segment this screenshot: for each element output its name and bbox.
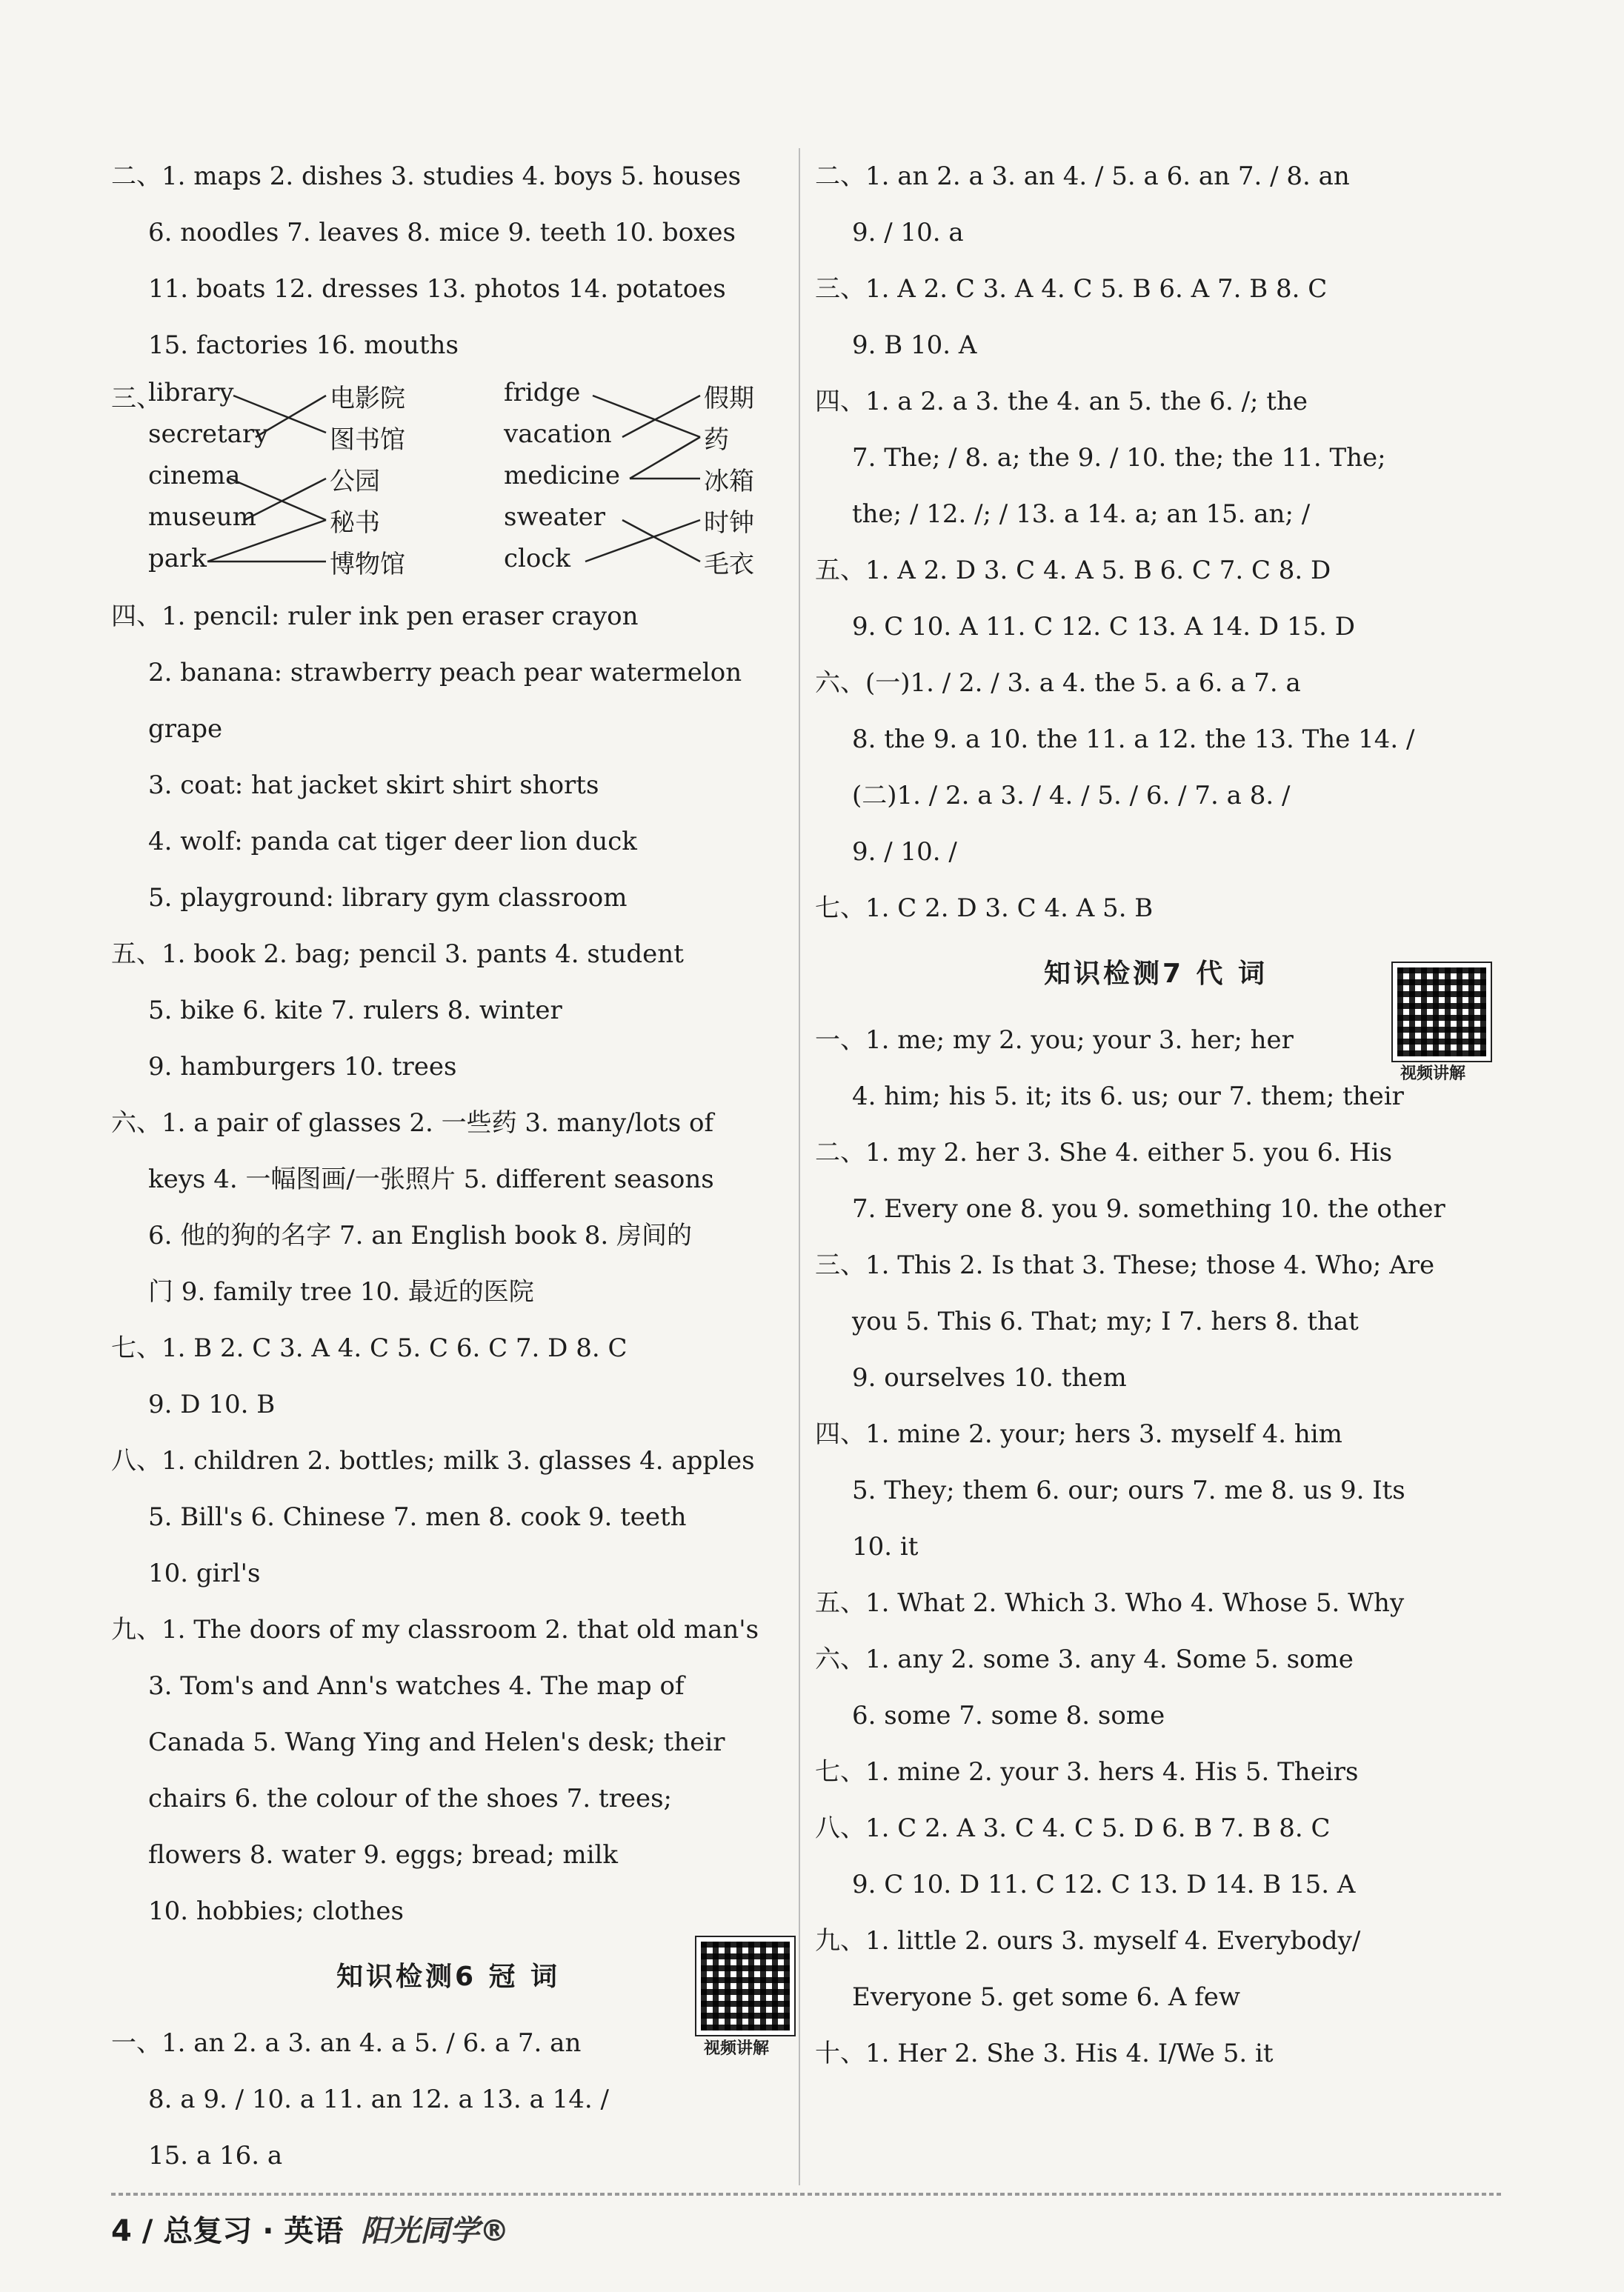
answer-line: 9. C 10. D 11. C 12. C 13. D 14. B 15. A <box>852 1870 1356 1899</box>
match-word: 毛衣 <box>704 550 754 579</box>
qr-code-icon[interactable] <box>696 1937 794 2035</box>
match-lines <box>111 373 785 588</box>
right-column <box>815 148 1497 2082</box>
footer <box>111 2208 509 2250</box>
answer-line: 五、1. book 2. bag; pencil 3. pants 4. student <box>111 939 684 969</box>
answer-line: 六、(一)1. / 2. / 3. a 4. the 5. a 6. a 7. a <box>815 668 1301 698</box>
answer-line: 10. girl's <box>148 1559 261 1588</box>
answer-line: 9. ourselves 10. them <box>852 1363 1127 1393</box>
answer-line: grape <box>148 714 223 744</box>
match-word: park <box>148 544 207 573</box>
answer-line: 5. bike 6. kite 7. rulers 8. winter <box>148 996 562 1025</box>
qr-caption: 视频讲解 <box>1400 1065 1466 1083</box>
answer-line: 6. some 7. some 8. some <box>852 1701 1165 1730</box>
answer-line: 五、1. What 2. Which 3. Who 4. Whose 5. Why <box>815 1588 1405 1618</box>
answer-line: 9. / 10. a <box>852 218 964 247</box>
matching-exercise <box>111 373 785 588</box>
answer-line: 2. banana: strawberry peach pear watermelon <box>148 658 742 687</box>
answer-line: 七、1. mine 2. your 3. hers 4. His 5. Theirs <box>815 1757 1359 1787</box>
qr-caption: 视频讲解 <box>704 2039 770 2058</box>
answer-line: Everyone 5. get some 6. A few <box>852 1982 1241 2012</box>
answer-line: 四、1. mine 2. your; hers 3. myself 4. him <box>815 1419 1342 1449</box>
column-divider <box>799 148 800 2185</box>
match-word: secretary <box>148 419 269 449</box>
qr-code-icon[interactable] <box>1393 963 1491 1061</box>
answer-line: 七、1. B 2. C 3. A 4. C 5. C 6. C 7. D 8. C <box>111 1333 628 1363</box>
answer-line: 4. wolf: panda cat tiger deer lion duck <box>148 827 637 856</box>
answer-line: 七、1. C 2. D 3. C 4. A 5. B <box>815 893 1154 923</box>
match-word: 时钟 <box>704 508 754 538</box>
answer-line: 8. a 9. / 10. a 11. an 12. a 13. a 14. / <box>148 2085 609 2114</box>
answer-line: 5. Bill's 6. Chinese 7. men 8. cook 9. teeth <box>148 1502 687 1532</box>
left-column <box>111 148 785 2184</box>
match-word: medicine <box>504 461 620 490</box>
answer-line: 15. factories 16. mouths <box>148 330 459 360</box>
answer-line: 二、1. my 2. her 3. She 4. either 5. you 6. His <box>815 1138 1393 1167</box>
answer-line: 三、1. This 2. Is that 3. These; those 4. Who; Are <box>815 1250 1435 1280</box>
answer-line: 9. hamburgers 10. trees <box>148 1052 457 1082</box>
match-word: cinema <box>148 461 241 490</box>
answer-line: flowers 8. water 9. eggs; bread; milk <box>148 1840 618 1870</box>
answer-line: 7. The; / 8. a; the 9. / 10. the; the 11. The; <box>852 443 1386 473</box>
answer-line: you 5. This 6. That; my; I 7. hers 8. that <box>852 1307 1359 1336</box>
answer-line: 四、1. pencil: ruler ink pen eraser crayon <box>111 602 639 631</box>
match-label: 三、 <box>111 384 162 413</box>
answer-line: 二、1. maps 2. dishes 3. studies 4. boys 5. houses <box>111 161 742 191</box>
answer-line: 9. C 10. A 11. C 12. C 13. A 14. D 15. D <box>852 612 1356 642</box>
match-word: 博物馆 <box>330 550 405 579</box>
match-word: sweater <box>504 502 605 532</box>
answer-line: 九、1. The doors of my classroom 2. that old man's <box>111 1615 759 1645</box>
answer-line: 8. the 9. a 10. the 11. a 12. the 13. The 14. / <box>852 724 1415 754</box>
answer-line: 5. They; them 6. our; ours 7. me 8. us 9. Its <box>852 1476 1405 1505</box>
answer-line: 二、1. an 2. a 3. an 4. / 5. a 6. an 7. / 8. an <box>815 161 1350 191</box>
answer-line: chairs 6. the colour of the shoes 7. trees; <box>148 1784 672 1813</box>
answer-line: 4. him; his 5. it; its 6. us; our 7. them; their <box>852 1082 1404 1111</box>
answer-line: 9. / 10. / <box>852 837 957 867</box>
answer-line: 10. hobbies; clothes <box>148 1896 404 1926</box>
answer-line: 九、1. little 2. ours 3. myself 4. Everybody/ <box>815 1926 1361 1956</box>
answer-line: 7. Every one 8. you 9. something 10. the other <box>852 1194 1445 1224</box>
answer-line: 9. B 10. A <box>852 330 977 360</box>
answer-line: the; / 12. /; / 13. a 14. a; an 15. an; / <box>852 499 1311 529</box>
answer-line: 6. 他的狗的名字 7. an English book 8. 房间的 <box>148 1221 693 1250</box>
answer-line: 6. noodles 7. leaves 8. mice 9. teeth 10. boxes <box>148 218 736 247</box>
answer-line: keys 4. 一幅图画/一张照片 5. different seasons <box>148 1165 714 1194</box>
answer-line: 三、1. A 2. C 3. A 4. C 5. B 6. A 7. B 8. C <box>815 274 1328 304</box>
answer-line: 六、1. a pair of glasses 2. 一些药 3. many/lots of <box>111 1108 714 1138</box>
match-word: 公园 <box>330 467 380 496</box>
answer-line: 3. Tom's and Ann's watches 4. The map of <box>148 1671 685 1701</box>
answer-line: 3. coat: hat jacket skirt shirt shorts <box>148 770 599 800</box>
footer-rule <box>111 2193 1504 2196</box>
answer-line: Canada 5. Wang Ying and Helen's desk; their <box>148 1728 725 1757</box>
match-word: 药 <box>704 425 729 455</box>
match-word: museum <box>148 502 256 532</box>
section-title: 知识检测6 冠 词 <box>336 1962 561 1992</box>
answer-line: 一、1. me; my 2. you; your 3. her; her <box>815 1025 1294 1055</box>
match-word: 冰箱 <box>704 467 754 496</box>
answer-line: 四、1. a 2. a 3. the 4. an 5. the 6. /; the <box>815 387 1308 416</box>
match-word: vacation <box>504 419 612 449</box>
answer-line: 15. a 16. a <box>148 2141 283 2171</box>
page-label: 4 / 总复习 · 英语 <box>111 2214 344 2248</box>
answer-line: 五、1. A 2. D 3. C 4. A 5. B 6. C 7. C 8. D <box>815 556 1331 585</box>
answer-line: 八、1. children 2. bottles; milk 3. glasses 4. apples <box>111 1446 755 1476</box>
answer-line: 门 9. family tree 10. 最近的医院 <box>148 1277 534 1307</box>
match-word: 电影院 <box>330 384 405 413</box>
answer-line: 10. it <box>852 1532 919 1562</box>
section-title: 知识检测7 代 词 <box>1043 959 1268 989</box>
match-word: fridge <box>504 378 581 407</box>
answer-line: 5. playground: library gym classroom <box>148 883 628 913</box>
match-word: clock <box>504 544 571 573</box>
match-word: 图书馆 <box>330 425 405 455</box>
answer-line: 11. boats 12. dresses 13. photos 14. potatoes <box>148 274 726 304</box>
match-word: 假期 <box>704 384 754 413</box>
answer-line: 一、1. an 2. a 3. an 4. a 5. / 6. a 7. an <box>111 2028 582 2058</box>
brand-logo: 阳光同学® <box>361 2214 510 2248</box>
answer-line: 十、1. Her 2. She 3. His 4. I/We 5. it <box>815 2039 1274 2068</box>
answer-line: 六、1. any 2. some 3. any 4. Some 5. some <box>815 1645 1354 1674</box>
answer-line: 八、1. C 2. A 3. C 4. C 5. D 6. B 7. B 8. C <box>815 1813 1331 1843</box>
answer-line: (二)1. / 2. a 3. / 4. / 5. / 6. / 7. a 8. / <box>852 781 1291 810</box>
answer-line: 9. D 10. B <box>148 1390 276 1419</box>
match-word: 秘书 <box>330 508 380 538</box>
match-word: library <box>148 378 234 407</box>
